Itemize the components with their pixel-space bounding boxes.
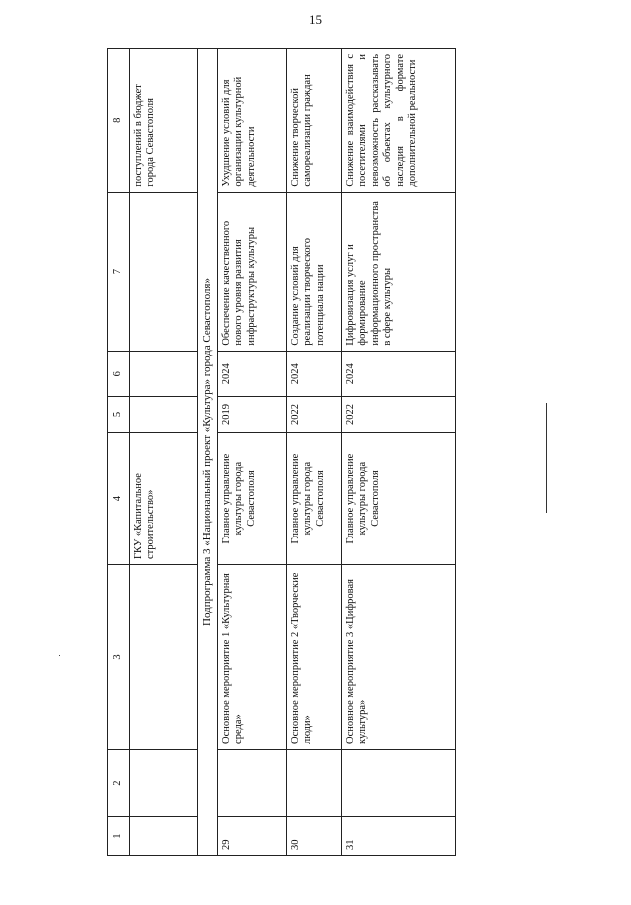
cell-num: 29 (218, 817, 287, 856)
cell-executor: Главное управление культуры города Севастополя (342, 433, 456, 565)
table-row (342, 49, 456, 856)
header-cell-3: 3 (108, 565, 130, 750)
cell-result (130, 192, 198, 351)
cell-end: 2024 (287, 351, 342, 396)
header-cell-7: 7 (108, 192, 130, 351)
cell-col2 (218, 749, 287, 816)
page-number: 15 (309, 12, 322, 27)
cell-executor: Главное управление культуры города Севастополя (287, 433, 342, 565)
rotated-table (107, 48, 455, 856)
cell-num: 30 (287, 817, 342, 856)
cell-consequence: Снижение творческой самореализации граждан (287, 49, 342, 193)
table-row (218, 49, 287, 856)
cell-event: Основное мероприятие 2 «Творческие люди» (287, 565, 342, 750)
cell-start: 2019 (218, 396, 287, 432)
header-cell-8: 8 (108, 49, 130, 193)
scan-dot (59, 655, 60, 656)
cell-executor: Главное управление культуры города Севастополя (218, 433, 287, 565)
cell-start: 2022 (287, 396, 342, 432)
cell-consequence: Снижение взаимодействия с посетителями и невозможность рассказывать об объектах культурного наследия в формате дополнительной реальности (342, 49, 456, 193)
cell-col2 (130, 749, 198, 816)
cell-result: Обеспечение качественного нового уровня развития инфраструктуры культуры (218, 192, 287, 351)
continuation-row (130, 49, 198, 856)
section-title: Подпрограмма 3 «Национальный проект «Культура» города Севастополя» (198, 49, 218, 856)
header-row (108, 49, 130, 856)
header-cell-1: 1 (108, 817, 130, 856)
header-cell-4: 4 (108, 433, 130, 565)
cell-end: 2024 (342, 351, 456, 396)
cell-start: 2022 (342, 396, 456, 432)
cell-num (130, 817, 198, 856)
section-row (198, 49, 218, 856)
cell-event (130, 565, 198, 750)
cell-result: Цифровизация услуг и формирование информационного пространства в сфере культуры (342, 192, 456, 351)
cell-end: 2024 (218, 351, 287, 396)
cell-start (130, 396, 198, 432)
cell-col2 (342, 749, 456, 816)
header-cell-2: 2 (108, 749, 130, 816)
header-cell-6: 6 (108, 351, 130, 396)
vertical-rule (546, 403, 547, 513)
cell-end (130, 351, 198, 396)
cell-executor: ГКУ «Капитальное строительство» (130, 433, 198, 565)
table-row (287, 49, 342, 856)
measures-table (107, 48, 456, 856)
cell-event: Основное мероприятие 1 «Культурная среда» (218, 565, 287, 750)
cell-consequence: поступлений в бюджет города Севастополя (130, 49, 198, 193)
cell-event: Основное мероприятие 3 «Цифровая культура» (342, 565, 456, 750)
cell-col2 (287, 749, 342, 816)
cell-consequence: Ухудшение условий для организации культурной деятельности (218, 49, 287, 193)
cell-result: Создание условий для реализации творческого потенциала нации (287, 192, 342, 351)
cell-num: 31 (342, 817, 456, 856)
header-cell-5: 5 (108, 396, 130, 432)
